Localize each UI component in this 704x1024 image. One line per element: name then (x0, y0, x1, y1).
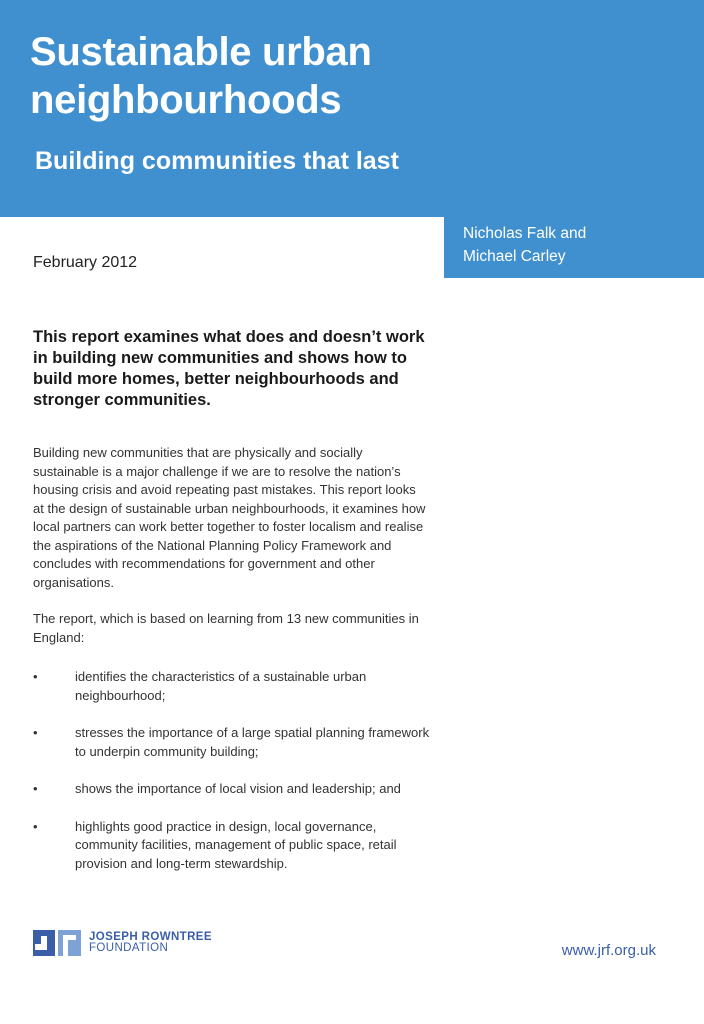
findings-list (33, 668, 433, 892)
logo-wordmark (89, 932, 212, 954)
report-title (30, 28, 650, 124)
lead-summary: This report examines what does and doesn’t work in building new communities and shows how to build more homes, better neighbourhoods and stronger communities. (33, 328, 425, 409)
report-subtitle: Building communities that last (35, 147, 399, 175)
list-item (33, 780, 433, 799)
title-line-1: Sustainable urban (30, 30, 372, 74)
title-line-2: neighbourhoods (30, 78, 342, 122)
list-item-text: shows the importance of local vision and leadership; and (75, 781, 401, 796)
authors (463, 222, 586, 268)
list-item-text: identifies the characteristics of a sustainable urban neighbourhood; (75, 669, 367, 703)
publication-date: February 2012 (33, 254, 138, 271)
list-item (33, 668, 433, 705)
website-link[interactable]: www.jrf.org.uk (561, 942, 656, 959)
logo-line-1: JOSEPH ROWNTREE (89, 931, 212, 943)
list-item-text: stresses the importance of a large spatial planning framework to underpin community building; (75, 725, 430, 759)
bullet-icon: • (33, 781, 38, 796)
logo-line-2: FOUNDATION (89, 942, 169, 954)
list-item (33, 724, 433, 761)
list-item-text: highlights good practice in design, local governance, community facilities, management of public space, retail provision and long-term stewardship. (75, 818, 397, 871)
list-item (33, 818, 433, 874)
jrf-logo-mark-icon (33, 930, 81, 956)
intro-paragraph: Building new communities that are physically and socially sustainable is a major challenge if we are to resolve the nation’s housing crisis and avoid repeating past mistakes. This report looks at the design of sustainable urban neighbourhoods, it examines how local partners can work better together to foster localism and realise the aspirations of the National Planning Policy Framework and concludes with recommendations for government and other organisations. (33, 445, 426, 590)
author-line-1: Nicholas Falk and (463, 225, 587, 242)
findings-intro: The report, which is based on learning from 13 new communities in England: (33, 611, 419, 645)
bullet-icon: • (33, 669, 38, 684)
bullet-icon: • (33, 818, 38, 834)
author-line-2: Michael Carley (463, 248, 566, 265)
bullet-icon: • (33, 725, 38, 740)
